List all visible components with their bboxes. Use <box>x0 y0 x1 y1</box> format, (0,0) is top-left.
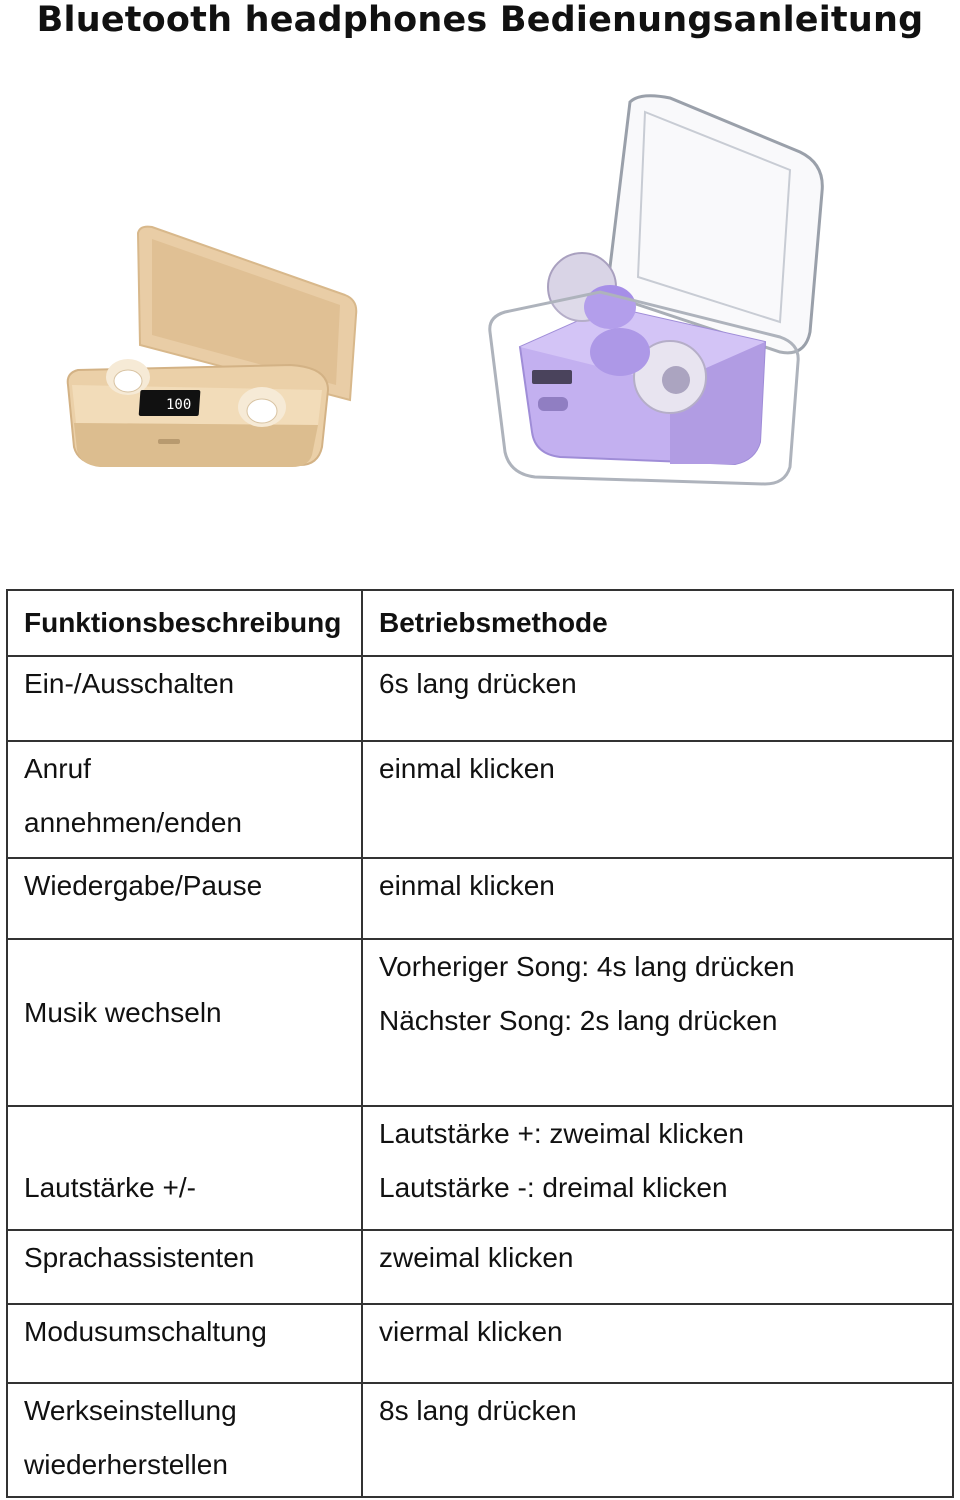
table-row <box>7 1304 953 1383</box>
table-row <box>7 858 953 939</box>
method-cell: zweimal klicken <box>362 1230 953 1304</box>
table-header-row <box>7 590 953 656</box>
function-cell: Wiedergabe/Pause <box>7 858 362 939</box>
method-cell: 8s lang drücken <box>362 1383 953 1497</box>
function-cell: Werkseinstellung wiederherstellen <box>7 1383 362 1497</box>
table-row <box>7 741 953 858</box>
method-cell: einmal klicken <box>362 858 953 939</box>
lcd-battery-readout: 100 <box>166 397 192 413</box>
method-cell: einmal klicken <box>362 741 953 858</box>
table-row <box>7 1383 953 1497</box>
function-cell: Sprachassistenten <box>7 1230 362 1304</box>
function-cell: Musik wechseln <box>7 939 362 1106</box>
method-cell: viermal klicken <box>362 1304 953 1383</box>
header-function: Funktionsbeschreibung <box>7 590 362 656</box>
operation-table <box>6 589 954 1498</box>
page-title: Bluetooth headphones Bedienungsanleitung <box>36 0 924 40</box>
table-row <box>7 656 953 741</box>
function-cell: Lautstärke +/- <box>7 1106 362 1230</box>
gold-charging-case-image <box>60 225 365 495</box>
function-cell: Ein-/Ausschalten <box>7 656 362 741</box>
table-row <box>7 1106 953 1230</box>
function-cell: Anruf annehmen/enden <box>7 741 362 858</box>
method-cell: Lautstärke +: zweimal klicken Lautstärke -: dreimal klicken <box>362 1106 953 1230</box>
header-method: Betriebsmethode <box>362 590 953 656</box>
purple-charging-case-image <box>480 92 830 487</box>
table-row <box>7 1230 953 1304</box>
method-cell: 6s lang drücken <box>362 656 953 741</box>
method-cell: Vorheriger Song: 4s lang drücken Nächster Song: 2s lang drücken <box>362 939 953 1106</box>
table-row <box>7 939 953 1106</box>
function-cell: Modusumschaltung <box>7 1304 362 1383</box>
